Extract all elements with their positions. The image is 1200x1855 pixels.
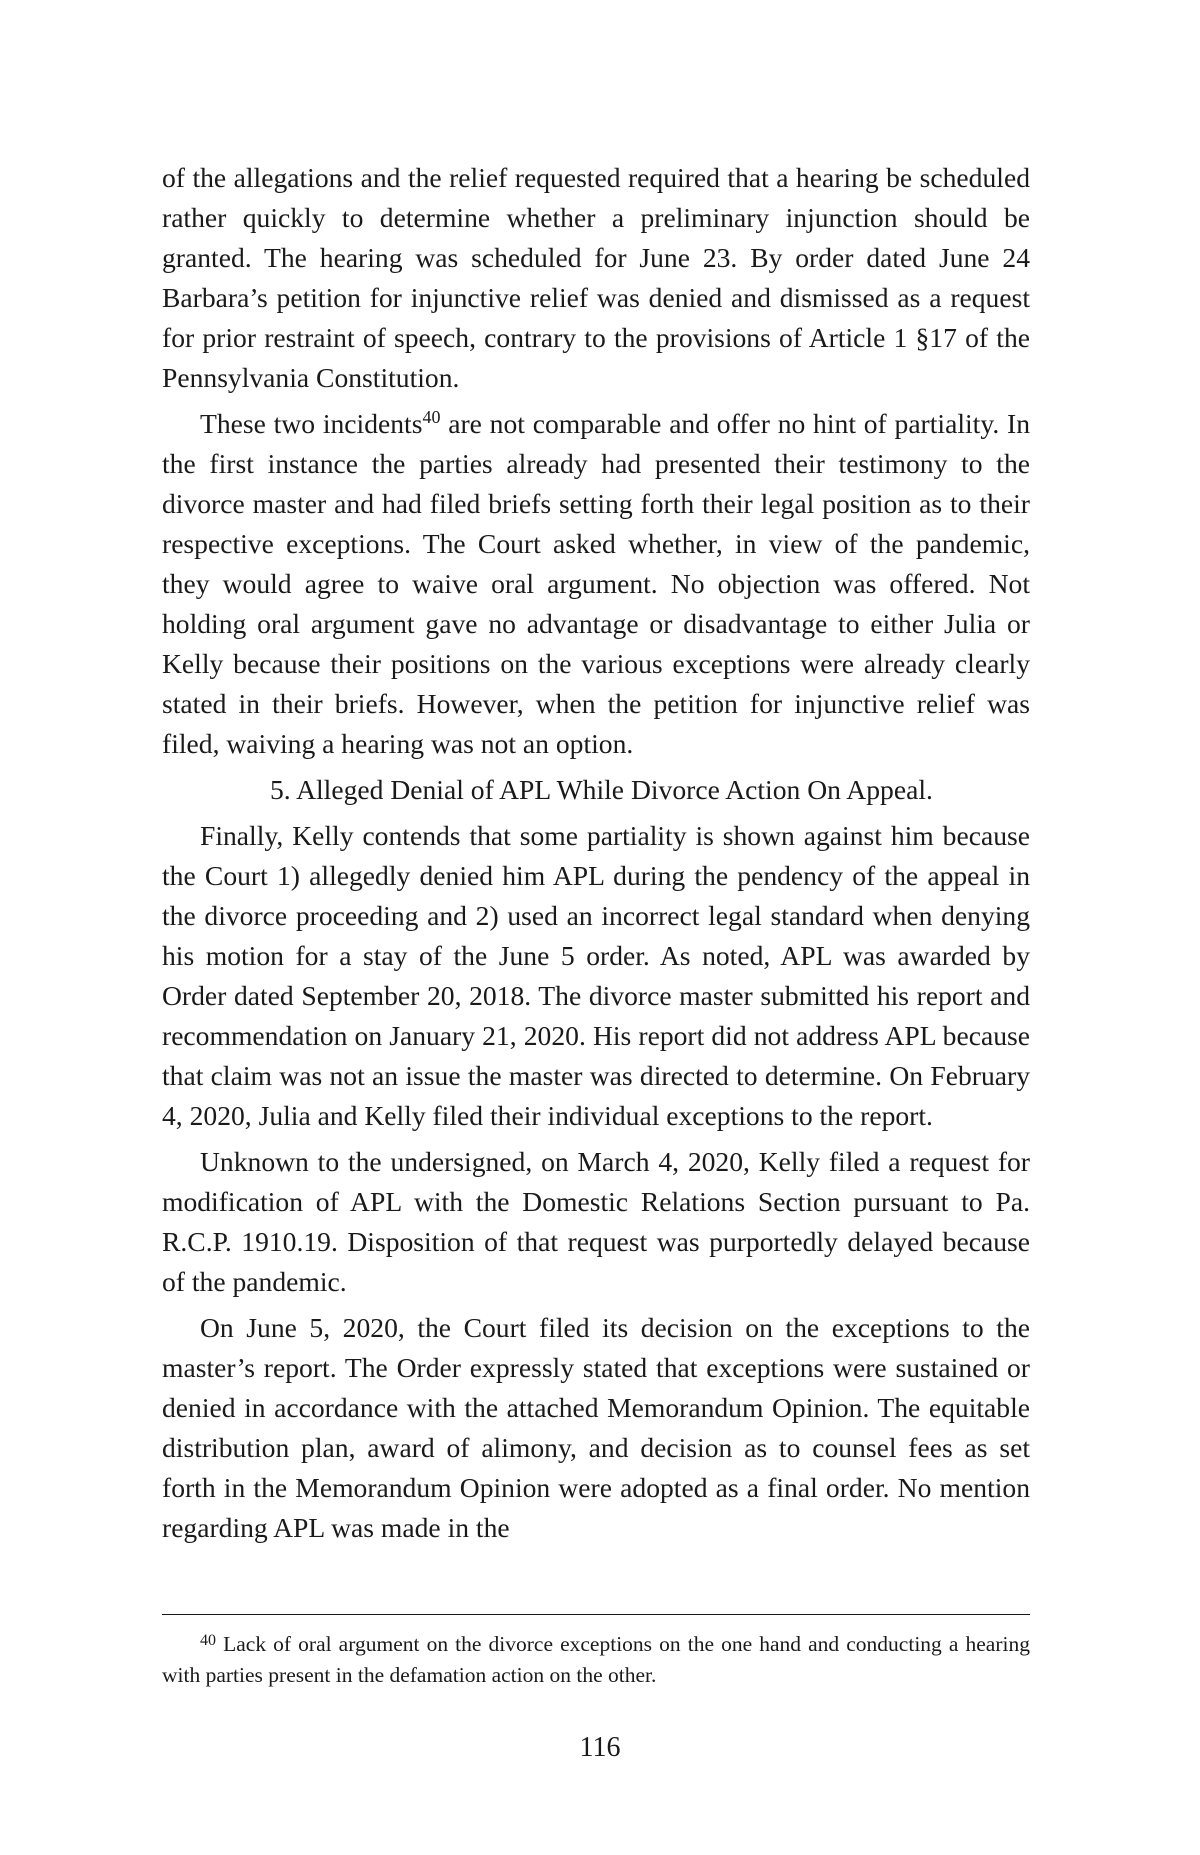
page-body <box>162 158 1030 1554</box>
paragraph-2-start: These two incidents <box>200 408 423 439</box>
footnote-number: 40 <box>200 1632 216 1649</box>
paragraph-1: of the allegations and the relief requested required that a hearing be scheduled rather quickly to determine whether a preliminary injunction should be granted. The hearing was scheduled for June 23. By order dated June 24 Barbara’s petition for injunctive relief was denied and dismissed as a request for prior restraint of speech, contrary to the provisions of Article 1 §17 of the Pennsylvania Constitution. <box>162 162 1030 393</box>
paragraph-5: On June 5, 2020, the Court filed its decision on the exceptions to the master’s report. The Order expressly stated that exceptions were sustained or denied in accordance with the attached Memorandum Opinion. The equitable distribution plan, award of alimony, and decision as to counsel fees as set forth in the Memorandum Opinion were adopted as a final order. No mention regarding APL was made in the <box>162 1312 1030 1543</box>
paragraph-3: Finally, Kelly contends that some partiality is shown against him because the Court 1) allegedly denied him APL during the pendency of the appeal in the divorce proceeding and 2) used an incorrect legal standard when denying his motion for a stay of the June 5 order. As noted, APL was awarded by Order dated September 20, 2018. The divorce master submitted his report and recommendation on January 21, 2020. His report did not address APL because that claim was not an issue the master was directed to determine. On February 4, 2020, Julia and Kelly filed their individual exceptions to the report. <box>162 820 1030 1131</box>
paragraph-2 <box>162 404 1030 764</box>
footnote-divider <box>162 1614 1030 1615</box>
paragraph-4: Unknown to the undersigned, on March 4, 2020, Kelly filed a request for modification of APL with the Domestic Relations Section pursuant to Pa. R.C.P. 1910.19. Disposition of that request was purportedly delayed because of the pandemic. <box>162 1146 1030 1297</box>
footnote <box>162 1629 1030 1691</box>
footnote-text: Lack of oral argument on the divorce exceptions on the one hand and conducting a hearing with parties present in the defamation action on the other. <box>162 1632 1030 1687</box>
paragraph-2-rest: are not comparable and offer no hint of partiality. In the first instance the parties already had presented their testimony to the divorce master and had filed briefs setting forth their legal position as to their respective exceptions. The Court asked whether, in view of the pandemic, they would agree to waive oral argument. No objection was offered. Not holding oral argument gave no advantage or disadvantage to either Julia or Kelly because their positions on the various exceptions were already clearly stated in their briefs. However, when the petition for injunctive relief was filed, waiving a hearing was not an option. <box>162 408 1030 759</box>
page-number: 116 <box>579 1732 621 1763</box>
section-heading: 5. Alleged Denial of APL While Divorce Action On Appeal. <box>270 774 933 805</box>
footnote-reference: 40 <box>422 407 441 427</box>
